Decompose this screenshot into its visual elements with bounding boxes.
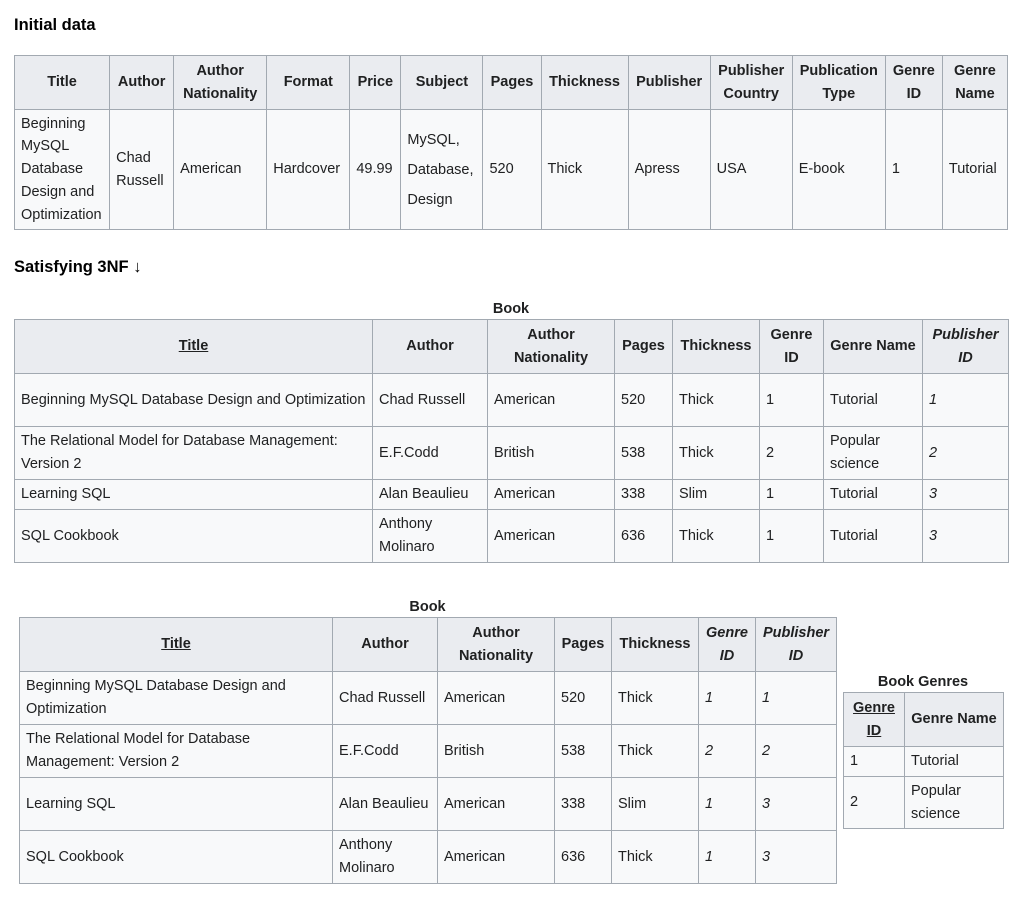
cell: Popular science — [905, 777, 1004, 829]
table-caption: Book — [409, 599, 446, 615]
cell: 49.99 — [350, 110, 401, 230]
cell: British — [438, 725, 555, 778]
cell: Thick — [612, 831, 699, 884]
cell: American — [438, 831, 555, 884]
cell: Tutorial — [824, 374, 923, 427]
col-header: Genre ID — [885, 56, 942, 110]
cell: 636 — [555, 831, 612, 884]
table-row — [15, 480, 1009, 510]
col-header: Publisher — [628, 56, 710, 110]
cell: Tutorial — [824, 480, 923, 510]
header-row — [844, 693, 1004, 747]
cell: 338 — [555, 778, 612, 831]
cell: Learning SQL — [15, 480, 373, 510]
cell: Beginning MySQL Database Design and Optimization — [15, 110, 110, 230]
cell: British — [488, 427, 615, 480]
cell: 1 — [699, 778, 756, 831]
col-header: Thickness — [612, 618, 699, 672]
cell: 1 — [699, 672, 756, 725]
col-header: Format — [267, 56, 350, 110]
cell: American — [488, 480, 615, 510]
heading-initial-data: Initial data — [14, 16, 96, 34]
header-row — [15, 56, 1008, 110]
cell: American — [438, 778, 555, 831]
cell: American — [488, 374, 615, 427]
cell: 538 — [555, 725, 612, 778]
cell: SQL Cookbook — [20, 831, 333, 884]
cell: Thick — [541, 110, 628, 230]
cell: 3 — [756, 778, 837, 831]
cell: Chad Russell — [373, 374, 488, 427]
cell: 1 — [923, 374, 1009, 427]
cell: Anthony Molinaro — [333, 831, 438, 884]
cell: Beginning MySQL Database Design and Optimization — [15, 374, 373, 427]
cell: 1 — [699, 831, 756, 884]
table-caption: Book Genres — [877, 674, 969, 690]
cell: American — [438, 672, 555, 725]
table-row — [20, 725, 837, 778]
cell: Learning SQL — [20, 778, 333, 831]
col-header: Genre ID — [699, 618, 756, 672]
cell: 3 — [923, 480, 1009, 510]
cell: 2 — [844, 777, 905, 829]
col-header: Subject — [401, 56, 483, 110]
table-caption: Book — [492, 301, 530, 317]
cell: Alan Beaulieu — [333, 778, 438, 831]
cell: Slim — [673, 480, 760, 510]
cell: 3 — [923, 510, 1009, 563]
col-header: Thickness — [541, 56, 628, 110]
cell: 3 — [756, 831, 837, 884]
cell: 1 — [885, 110, 942, 230]
col-header: Author Nationality — [438, 618, 555, 672]
col-header: Author Nationality — [488, 320, 615, 374]
cell: SQL Cookbook — [15, 510, 373, 563]
cell: 338 — [615, 480, 673, 510]
table-row — [15, 510, 1009, 563]
heading-satisfying-3nf-text: Satisfying 3NF — [14, 258, 129, 276]
cell: 1 — [760, 374, 824, 427]
col-header: Genre Name — [824, 320, 923, 374]
book-table-1 — [14, 319, 1009, 563]
cell: American — [174, 110, 267, 230]
cell: Thick — [673, 374, 760, 427]
cell: E.F.Codd — [333, 725, 438, 778]
cell: 538 — [615, 427, 673, 480]
cell: Thick — [673, 510, 760, 563]
col-header: Publisher ID — [756, 618, 837, 672]
cell: 520 — [615, 374, 673, 427]
col-header: Author Nationality — [174, 56, 267, 110]
cell: Anthony Molinaro — [373, 510, 488, 563]
cell: 636 — [615, 510, 673, 563]
cell: 2 — [699, 725, 756, 778]
cell: 1 — [844, 747, 905, 777]
col-header: Title — [15, 56, 110, 110]
cell: Apress — [628, 110, 710, 230]
col-header: Genre Name — [942, 56, 1007, 110]
table-row — [15, 374, 1009, 427]
col-header: Price — [350, 56, 401, 110]
table-row — [20, 672, 837, 725]
table-row — [15, 427, 1009, 480]
cell: Tutorial — [905, 747, 1004, 777]
cell: Tutorial — [824, 510, 923, 563]
col-header: Title — [20, 618, 333, 672]
cell: Slim — [612, 778, 699, 831]
col-header: Author — [333, 618, 438, 672]
cell: E.F.Codd — [373, 427, 488, 480]
table-row — [20, 831, 837, 884]
col-header: Pages — [615, 320, 673, 374]
book-table-1-block — [14, 299, 1009, 563]
col-header: Author — [373, 320, 488, 374]
cell: Tutorial — [942, 110, 1007, 230]
cell: 2 — [923, 427, 1009, 480]
cell: Chad Russell — [333, 672, 438, 725]
col-header: Pages — [483, 56, 541, 110]
cell: 2 — [756, 725, 837, 778]
cell: 1 — [756, 672, 837, 725]
cell: Popular science — [824, 427, 923, 480]
header-row — [15, 320, 1009, 374]
col-header: Author — [110, 56, 174, 110]
cell: USA — [710, 110, 792, 230]
cell: The Relational Model for Database Management: Version 2 — [15, 427, 373, 480]
col-header: Publisher ID — [923, 320, 1009, 374]
table-row — [844, 777, 1004, 829]
col-header: Pages — [555, 618, 612, 672]
cell: Beginning MySQL Database Design and Optimization — [20, 672, 333, 725]
cell: 520 — [555, 672, 612, 725]
table-row — [20, 778, 837, 831]
book-table-2-block — [19, 597, 837, 884]
col-header: Publisher Country — [710, 56, 792, 110]
cell: Alan Beaulieu — [373, 480, 488, 510]
book-genres-block — [843, 672, 1004, 829]
col-header: Genre ID — [760, 320, 824, 374]
cell: Thick — [612, 725, 699, 778]
cell: E-book — [792, 110, 885, 230]
cell: 2 — [760, 427, 824, 480]
cell: 1 — [760, 510, 824, 563]
book-genres-table — [843, 692, 1004, 829]
table-row — [15, 110, 1008, 230]
col-header: Title — [15, 320, 373, 374]
col-header: Publication Type — [792, 56, 885, 110]
cell: Thick — [673, 427, 760, 480]
col-header: Thickness — [673, 320, 760, 374]
cell: MySQL, Database, Design — [401, 110, 483, 230]
initial-data-table — [14, 55, 1008, 230]
table-row — [844, 747, 1004, 777]
cell: 520 — [483, 110, 541, 230]
col-header: Genre Name — [905, 693, 1004, 747]
col-header: Genre ID — [844, 693, 905, 747]
heading-satisfying-3nf — [14, 258, 141, 277]
header-row — [20, 618, 837, 672]
cell: 1 — [760, 480, 824, 510]
initial-data-block — [14, 55, 1008, 230]
cell: The Relational Model for Database Management: Version 2 — [20, 725, 333, 778]
cell: American — [488, 510, 615, 563]
cell: Thick — [612, 672, 699, 725]
cell: Hardcover — [267, 110, 350, 230]
book-table-2 — [19, 617, 837, 884]
cell: Chad Russell — [110, 110, 174, 230]
down-arrow-icon: ↓ — [133, 258, 142, 276]
